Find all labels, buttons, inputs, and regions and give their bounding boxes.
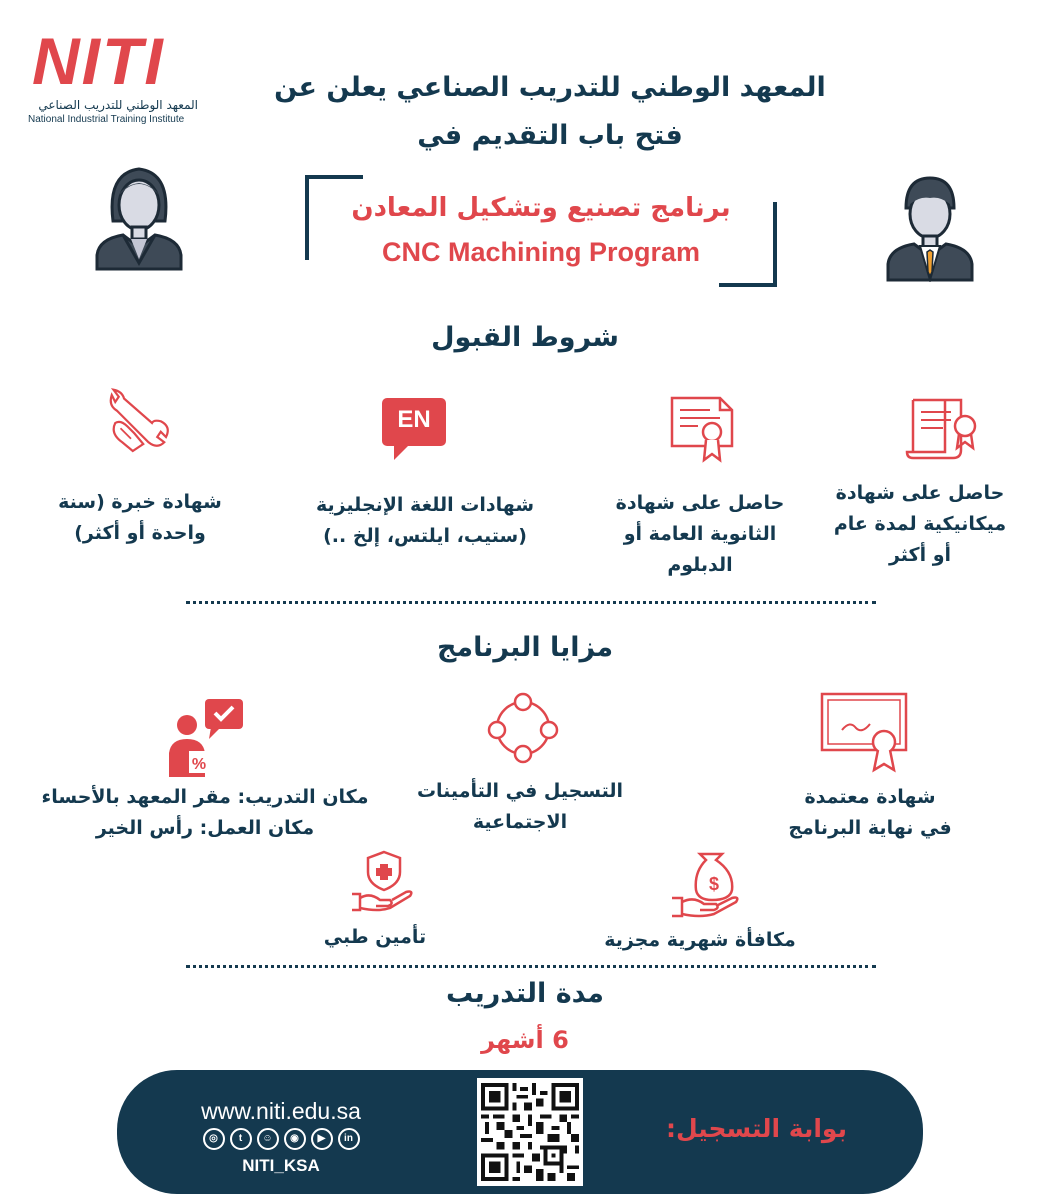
- certificate-scroll-icon: [903, 394, 983, 464]
- social-icons: [181, 1128, 381, 1150]
- benefit-certificate: شهادة معتمدة في نهاية البرنامج: [788, 786, 952, 839]
- svg-text:%: %: [191, 756, 207, 773]
- svg-text:$: $: [708, 874, 720, 894]
- social-network-icon: [483, 690, 563, 766]
- social-handle: NITI_KSA: [242, 1156, 320, 1175]
- worker-location-icon: [165, 697, 247, 777]
- logo-arabic-name: المعهد الوطني للتدريب الصناعي: [38, 98, 198, 112]
- website-link[interactable]: www.niti.edu.sa: [201, 1098, 361, 1124]
- program-title-box: [305, 175, 777, 287]
- requirement-high-school: حاصل على شهادة الثانوية العامة أو الدبلوم: [615, 492, 785, 576]
- benefit-medical-insurance: تأمين طبي: [323, 926, 427, 948]
- requirement-mechanical-certificate: حاصل على شهادة ميكانيكية لمدة عام أو أكثر: [833, 482, 1007, 566]
- program-title-english: CNC Machining Program: [381, 237, 701, 267]
- logo-english-name: National Industrial Training Institute: [28, 114, 185, 125]
- duration-value: 6 أشهر: [481, 1026, 569, 1054]
- youtube-icon[interactable]: ▶: [311, 1128, 333, 1150]
- headline: المعهد الوطني للتدريب الصناعي يعلن عن فتح باب التقديم في: [274, 72, 826, 151]
- english-language-icon: [380, 396, 448, 462]
- female-avatar-icon: [93, 163, 185, 271]
- logo-mark: NITI: [32, 24, 165, 98]
- benefits-title: مزايا البرنامج: [436, 632, 614, 663]
- duration-title: مدة التدريب: [446, 978, 604, 1009]
- divider-2: [186, 965, 876, 968]
- linkedin-icon[interactable]: in: [338, 1128, 360, 1150]
- male-avatar-icon: [884, 174, 976, 282]
- benefit-training-location: مكان التدريب: مقر المعهد بالأحساء مكان العمل: رأس الخير: [41, 786, 369, 839]
- registration-qr-code[interactable]: [477, 1078, 583, 1186]
- benefit-monthly-reward: مكافأة شهرية مجزية: [604, 929, 796, 951]
- divider-1: [186, 601, 876, 604]
- certificate-award-icon: [818, 690, 910, 776]
- money-bag-hand-icon: [670, 852, 742, 918]
- english-badge-text: EN: [397, 406, 431, 433]
- footer-bar: [117, 1070, 923, 1194]
- dribbble-icon[interactable]: ◎: [203, 1128, 225, 1150]
- requirement-experience: شهادة خبرة (سنة واحدة أو أكثر): [58, 491, 222, 544]
- niti-logo: [28, 24, 218, 125]
- snapchat-icon[interactable]: ☺: [257, 1128, 279, 1150]
- instagram-icon[interactable]: ◉: [284, 1128, 306, 1150]
- program-title-arabic: برنامج تصنيع وتشكيل المعادن: [351, 193, 731, 223]
- wrench-hand-icon: [98, 388, 178, 458]
- diploma-document-icon: [664, 394, 744, 464]
- requirement-english-cert: شهادات اللغة الإنجليزية (ستيب، ايلتس، إلخ ..): [315, 494, 535, 547]
- requirements-title: شروط القبول: [431, 322, 619, 353]
- medical-insurance-icon: [350, 850, 414, 912]
- qr-code-icon: [481, 1082, 579, 1182]
- benefit-social-insurance: التسجيل في التأمينات الاجتماعية: [416, 780, 624, 833]
- registration-portal-label: بوابة التسجيل:: [665, 1114, 847, 1143]
- twitter-icon[interactable]: t: [230, 1128, 252, 1150]
